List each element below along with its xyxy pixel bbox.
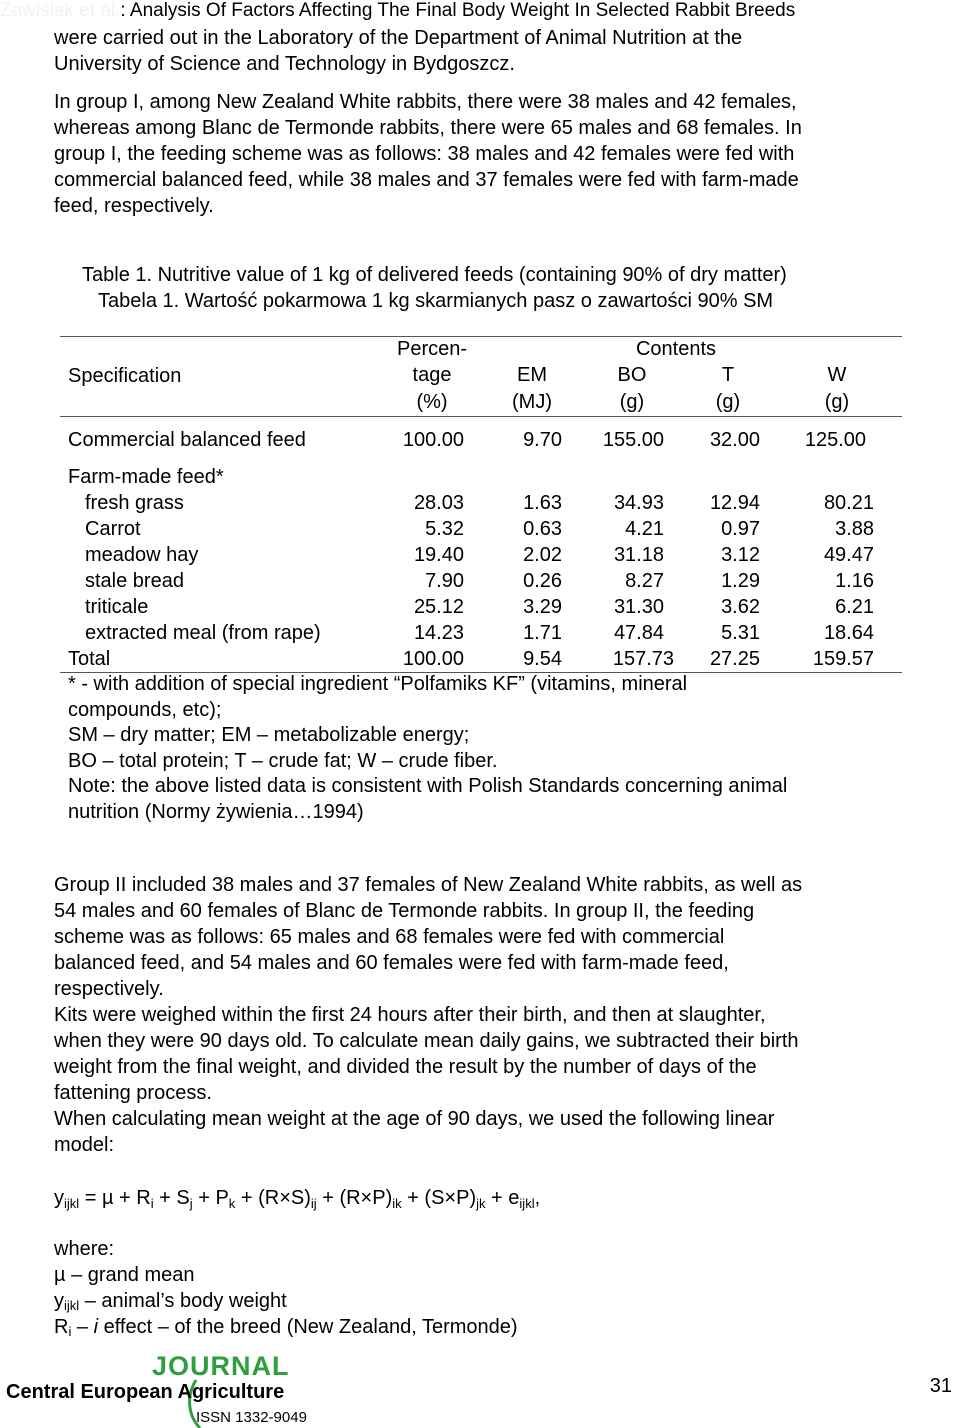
formula-part: y xyxy=(54,1187,64,1209)
cell-t: 5.31 xyxy=(721,622,760,644)
cell-em: 9.54 xyxy=(523,647,562,670)
row-name: extracted meal (from rape) xyxy=(85,622,321,644)
cell-em: 9.70 xyxy=(523,429,562,452)
cell-bo: 8.27 xyxy=(625,570,664,592)
formula-sub: ijkl xyxy=(64,1196,80,1211)
formula-sub: ik xyxy=(392,1196,402,1211)
footnote-line: SM – dry matter; EM – metabolizable energy; xyxy=(68,724,470,746)
formula-part: + e xyxy=(485,1187,520,1209)
cell-em: 2.02 xyxy=(523,544,562,566)
group2-paragraph xyxy=(54,872,904,1158)
row-name: Total xyxy=(68,647,111,670)
text-line: whereas among Blanc de Termonde rabbits, there were 65 males and 68 females. In xyxy=(54,117,802,139)
formula-sub: i xyxy=(150,1196,154,1211)
text-line: feed, respectively. xyxy=(54,195,214,217)
cell-bo: 31.30 xyxy=(613,596,664,618)
footnote-line: nutrition (Normy żywienia…1994) xyxy=(68,800,364,823)
cell-bo: 34.93 xyxy=(613,492,664,514)
em-header: EM xyxy=(517,364,547,386)
formula-part: + S xyxy=(153,1187,190,1209)
row-name: stale bread xyxy=(85,570,184,592)
logo-journal-word: JOURNAL xyxy=(152,1351,290,1381)
pct-header: Percen- xyxy=(396,338,468,361)
bo-unit: (g) xyxy=(619,390,645,413)
cell-em: 1.71 xyxy=(523,622,562,644)
table-row xyxy=(60,491,902,517)
cell-w: 6.21 xyxy=(835,596,874,618)
linear-model-formula xyxy=(54,1184,540,1218)
text-line: respectively. xyxy=(54,978,164,1000)
cell-pct: 100.00 xyxy=(402,429,464,452)
header-title: Analysis Of Factors Affecting The Final Body Weight In Selected Rabbit Breeds xyxy=(129,0,796,21)
cell-pct: 25.12 xyxy=(413,596,464,618)
row-name: Commercial balanced feed xyxy=(68,429,306,452)
table-caption-en: Table 1. Nutritive value of 1 kg of delivered feeds (containing 90% of dry matter) xyxy=(82,264,787,286)
formula-sub: k xyxy=(228,1196,236,1211)
formula-sub: jk xyxy=(476,1196,486,1211)
cell-w: 3.88 xyxy=(835,518,874,540)
cell-bo: 4.21 xyxy=(625,518,664,540)
cell-em: 0.63 xyxy=(523,518,562,540)
footnote-line: BO – total protein; T – crude fat; W – crude fiber. xyxy=(68,749,498,772)
cell-w: 80.21 xyxy=(823,492,874,514)
running-head xyxy=(0,0,960,22)
formula-part: = µ + R xyxy=(79,1187,151,1209)
cell-bo: 157.73 xyxy=(612,647,674,670)
table-footnotes xyxy=(68,672,908,825)
formula-part: , xyxy=(534,1187,541,1209)
text-line: when they were 90 days old. To calculate mean daily gains, we subtracted their birth xyxy=(54,1030,799,1052)
cell-em: 1.63 xyxy=(523,492,562,514)
cell-w: 125.00 xyxy=(804,429,866,452)
cell-w: 49.47 xyxy=(823,544,874,566)
page-number: 31 xyxy=(929,1375,952,1397)
row-name: meadow hay xyxy=(85,544,199,566)
logo-issn: ISSN 1332-9049 xyxy=(196,1409,307,1426)
formula-legend xyxy=(54,1236,854,1340)
nutritive-value-table xyxy=(60,336,902,673)
table-row xyxy=(60,543,902,569)
cell-t: 32.00 xyxy=(709,429,760,452)
intro-paragraph xyxy=(54,25,904,77)
formula-sub: ij xyxy=(310,1196,317,1211)
bo-header: BO xyxy=(617,364,647,386)
table-caption-pl: Tabela 1. Wartość pokarmowa 1 kg skarmianych pasz o zawartości 90% SM xyxy=(98,290,774,312)
legend-y: $y_{ijkl}$ – animal’s body weight xyxy=(54,1290,287,1313)
group1-paragraph xyxy=(54,89,904,219)
cell-em: 3.29 xyxy=(523,596,562,618)
legend-mu: µ – grand mean xyxy=(54,1264,195,1286)
header-authors: Zawiślak et al. xyxy=(0,0,121,21)
legend-r: $R_i$ – i effect – of the breed (New Zealand, Termonde) xyxy=(54,1316,518,1339)
text-line: fattening process. xyxy=(54,1082,212,1104)
cell-t: 12.94 xyxy=(709,492,760,514)
spec-header: Specification xyxy=(68,365,182,387)
footnote-line: compounds, etc); xyxy=(68,698,222,721)
row-name: Carrot xyxy=(85,518,141,540)
cell-t: 3.62 xyxy=(721,596,760,618)
formula-part: + (R×S) xyxy=(235,1187,311,1209)
text-line: When calculating mean weight at the age of 90 days, we used the following linear xyxy=(54,1108,775,1130)
formula-sub: j xyxy=(189,1196,193,1211)
cell-pct: 100.00 xyxy=(402,647,464,670)
text-line: weight from the final weight, and divided the result by the number of days of the xyxy=(54,1056,757,1078)
cell-pct: 28.03 xyxy=(413,492,464,514)
cell-w: 159.57 xyxy=(812,647,874,670)
pct-header: tage xyxy=(412,364,452,386)
cell-t: 3.12 xyxy=(721,544,760,566)
text-line: commercial balanced feed, while 38 males and 37 females were fed with farm-made xyxy=(54,169,799,191)
cell-w: 18.64 xyxy=(823,622,874,644)
cell-em: 0.26 xyxy=(523,570,562,592)
row-name: triticale xyxy=(85,596,149,618)
farm-made-label: Farm-made feed* xyxy=(68,466,224,488)
footnote-line: * - with addition of special ingredient “Polfamiks KF” (vitamins, mineral xyxy=(68,673,688,695)
footnote-line: Note: the above listed data is consistent with Polish Standards concerning animal xyxy=(68,775,788,797)
text-line: scheme was as follows: 65 males and 68 females were fed with commercial xyxy=(54,926,725,948)
w-header: W xyxy=(827,364,847,386)
table-row xyxy=(60,595,902,621)
table-row xyxy=(60,569,902,595)
cell-pct: 5.32 xyxy=(425,518,464,540)
row-name: fresh grass xyxy=(85,492,184,514)
formula-part: + (R×P) xyxy=(316,1187,393,1209)
cell-bo: 31.18 xyxy=(613,544,664,566)
cell-bo: 47.84 xyxy=(613,622,664,644)
journal-logo xyxy=(0,1350,340,1428)
cell-t: 27.25 xyxy=(709,647,760,670)
total-row xyxy=(60,647,902,673)
formula-sub: ijkl xyxy=(519,1196,535,1211)
cell-pct: 7.90 xyxy=(425,570,464,592)
formula-part: + (S×P) xyxy=(401,1187,477,1209)
text-line: University of Science and Technology in Bydgoszcz. xyxy=(54,53,515,75)
text-line: were carried out in the Laboratory of the Department of Animal Nutrition at the xyxy=(54,27,743,49)
text-line: model: xyxy=(54,1134,115,1156)
t-unit: (g) xyxy=(715,390,741,413)
logo-journal-name: Central European Agriculture xyxy=(6,1381,285,1403)
cell-pct: 19.40 xyxy=(413,544,464,566)
cell-t: 1.29 xyxy=(721,570,760,592)
w-unit: (g) xyxy=(824,390,850,413)
text-line: 54 males and 60 females of Blanc de Termonde rabbits. In group II, the feeding xyxy=(54,900,755,922)
cell-pct: 14.23 xyxy=(413,622,464,644)
contents-header: Contents xyxy=(635,338,717,361)
text-line: balanced feed, and 54 males and 60 females were fed with farm-made feed, xyxy=(54,952,729,974)
cell-w: 1.16 xyxy=(835,570,874,592)
text-line: Kits were weighed within the first 24 hours after their birth, and then at slaughter, xyxy=(54,1004,766,1026)
cell-t: 0.97 xyxy=(721,518,760,540)
table-row xyxy=(60,517,902,543)
t-header: T xyxy=(721,364,735,386)
text-line: Group II included 38 males and 37 females of New Zealand White rabbits, as well as xyxy=(54,874,803,896)
table-row xyxy=(60,417,902,465)
formula-part: + P xyxy=(192,1187,229,1209)
cell-bo: 155.00 xyxy=(602,429,664,452)
where-label: where: xyxy=(54,1238,115,1260)
header-separator: : xyxy=(120,0,130,21)
text-line: In group I, among New Zealand White rabbits, there were 38 males and 42 females, xyxy=(54,91,797,113)
em-unit: (MJ) xyxy=(512,390,552,413)
table-row xyxy=(60,621,902,647)
pct-unit: (%) xyxy=(416,390,448,413)
text-line: group I, the feeding scheme was as follows: 38 males and 42 females were fed with xyxy=(54,143,795,165)
